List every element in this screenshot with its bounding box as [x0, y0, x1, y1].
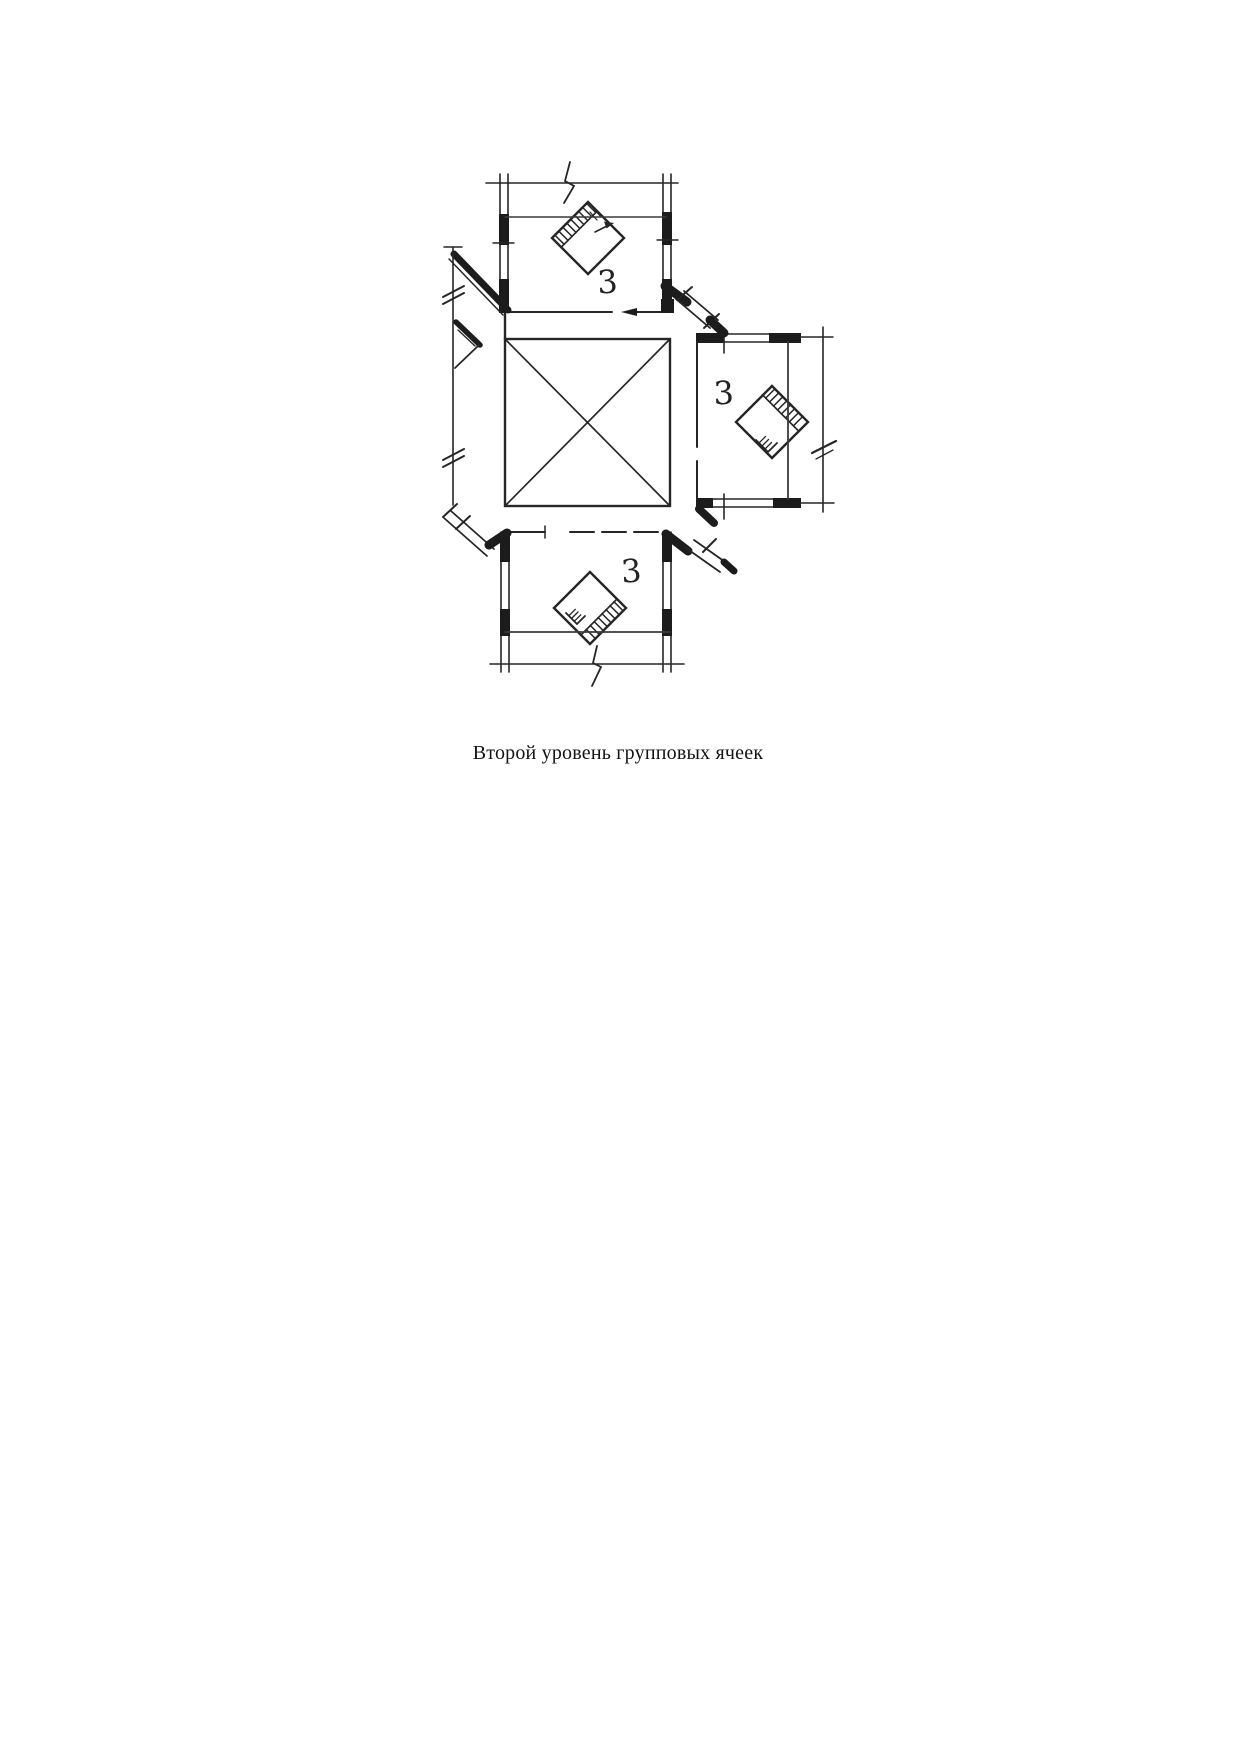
stair-icon-bottom	[554, 572, 626, 644]
passage-bottom-left	[443, 504, 507, 556]
bay-triangle-left	[455, 322, 480, 368]
figure-caption: Второй уровень групповых ячеек	[472, 742, 764, 764]
break-symbol-bottom	[592, 646, 601, 686]
stair-icon-right	[736, 386, 808, 458]
room-bottom-label: 3	[619, 551, 643, 591]
room-right-label: 3	[712, 373, 735, 413]
room-top-label: 3	[596, 262, 619, 302]
central-hall	[505, 308, 670, 506]
break-symbol-right	[812, 441, 836, 459]
